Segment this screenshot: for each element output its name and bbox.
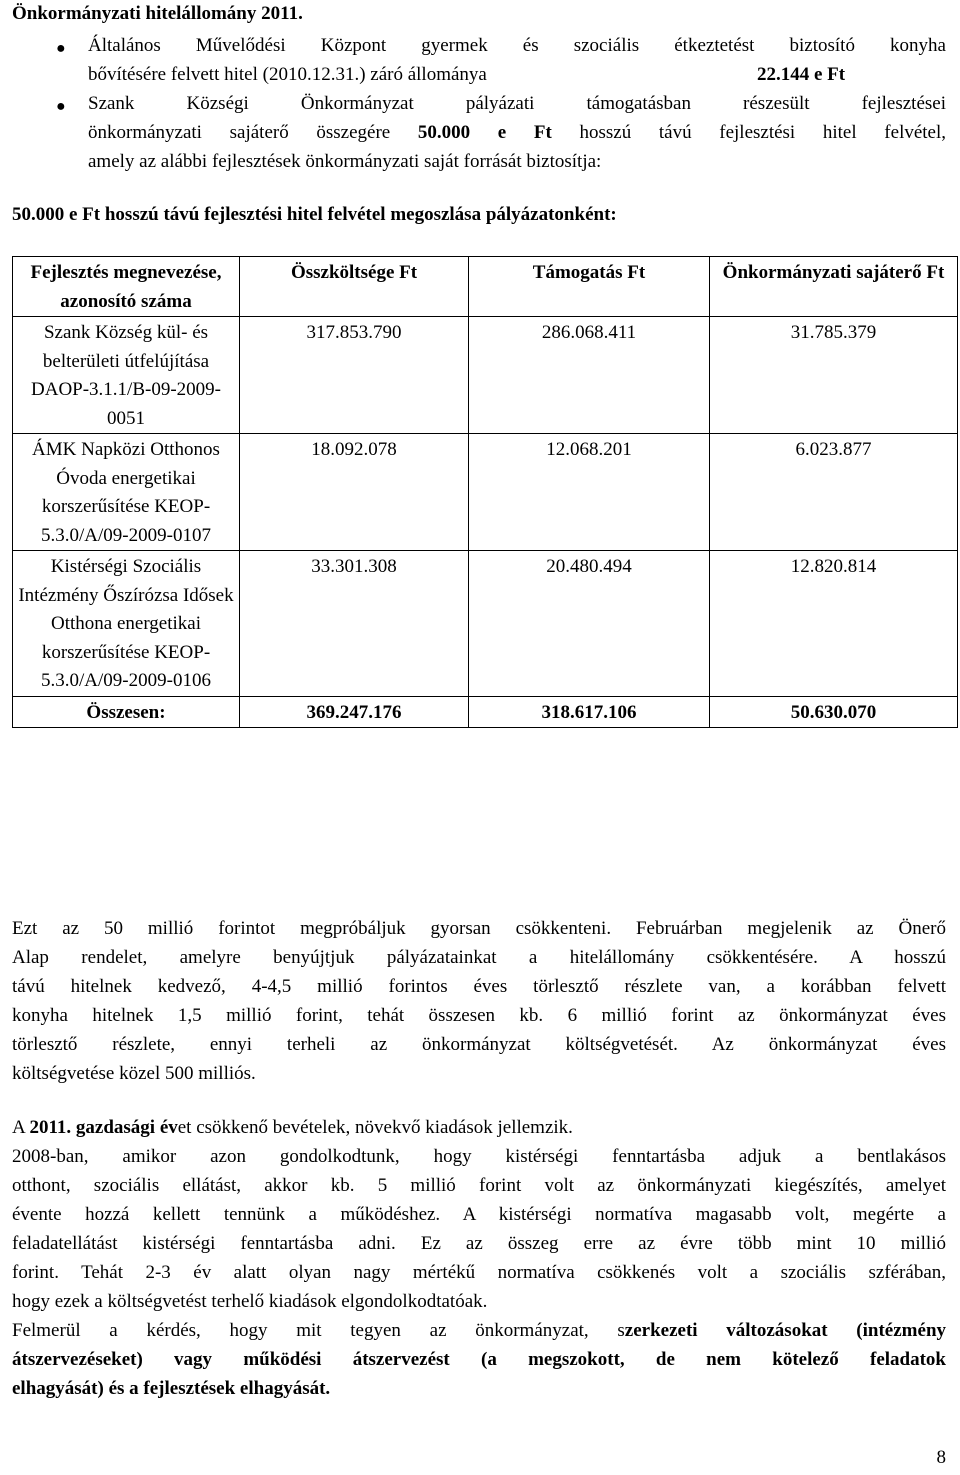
para2: A 2011. gazdasági évet csökkenő bevételek, növekvő kiadások jellemzik. [12, 1117, 573, 1138]
bullet2-line3: amely az alábbi fejlesztések önkormányzati saját forrását biztosítja: [88, 151, 602, 172]
row-own: 12.820.814 [710, 551, 958, 697]
para3-line5: forint. Tehát 2-3 év alatt olyan nagy mértékű normatíva csökkenés volt a szociális szférában, [12, 1262, 946, 1283]
para1-line3: távú hitelnek kedvező, 4-4,5 millió forintos éves törlesztő részlete van, a korábban felvett [12, 976, 946, 997]
total-label: Összesen: [13, 696, 240, 728]
row-own: 6.023.877 [710, 434, 958, 551]
col-header-own: Önkormányzati sajáterő Ft [710, 257, 958, 317]
para1-line6: költségvetése közel 500 milliós. [12, 1063, 256, 1084]
row-name: Szank Község kül- és belterületi útfelújítása DAOP-3.1.1/B-09-2009-0051 [13, 317, 240, 434]
para4-line2: átszervezéseket) vagy működési átszervezést (a megszokott, de nem kötelező feladatok [12, 1349, 946, 1370]
table-row [13, 551, 958, 697]
row-total: 18.092.078 [240, 434, 469, 551]
table-header-row [13, 257, 958, 317]
para1-line1: Ezt az 50 millió forintot megpróbáljuk gyorsan csökkenteni. Februárban megjelenik az Önerő [12, 918, 946, 939]
col-header-support: Támogatás Ft [469, 257, 710, 317]
heading: Önkormányzati hitelállomány 2011. [12, 3, 303, 24]
row-total: 33.301.308 [240, 551, 469, 697]
bullet-icon: ● [56, 40, 66, 57]
bullet1-line1: Általános Művelődési Központ gyermek és szociális étkeztetést biztosító konyha [88, 35, 946, 56]
total-support: 318.617.106 [469, 696, 710, 728]
row-name: Kistérségi Szociális Intézmény Őszírózsa Idősek Otthona energetikai korszerűsítése KEOP-5.3.0/A/09-2009-0106 [13, 551, 240, 697]
para3-line3: évente hozzá kellett tennünk a működéshez. A kistérségi normatíva magasabb volt, megérte a [12, 1204, 946, 1225]
row-own: 31.785.379 [710, 317, 958, 434]
bullet1-line2: bővítésére felvett hitel (2010.12.31.) záró állománya 22.144 e Ft [88, 64, 846, 85]
total-own: 50.630.070 [710, 696, 958, 728]
para1-line4: konyha hitelnek 1,5 millió forint, tehát összesen kb. 6 millió forint az önkormányzat éves [12, 1005, 946, 1026]
para3-line6: hogy ezek a költségvetést terhelő kiadások elgondolkodtatóak. [12, 1291, 488, 1312]
table-row [13, 434, 958, 551]
col-header-total: Összköltsége Ft [240, 257, 469, 317]
total-total: 369.247.176 [240, 696, 469, 728]
para1-line5: törlesztő részlete, ennyi terheli az önkormányzat költségvetését. Az önkormányzat éves [12, 1034, 946, 1055]
bullet2-line1: Szank Községi Önkormányzat pályázati támogatásban részesült fejlesztései [88, 93, 946, 114]
row-support: 286.068.411 [469, 317, 710, 434]
row-total: 317.853.790 [240, 317, 469, 434]
bullet2-line2: önkormányzati sajáterő összegére 50.000 e Ft hosszú távú fejlesztési hitel felvétel, [88, 122, 947, 143]
col-header-name: Fejlesztés megnevezése, azonosító száma [13, 257, 240, 317]
table-row [13, 317, 958, 434]
bullet-icon: ● [56, 98, 66, 115]
para3-line2: otthont, szociális ellátást, akkor kb. 5 millió forint volt az önkormányzati kiegészítés, amelyet [12, 1175, 946, 1196]
para1-line2: Alap rendelet, amelyre benyújtjuk pályázatainkat a hitelállomány csökkentésére. A hosszú [12, 947, 946, 968]
row-support: 12.068.201 [469, 434, 710, 551]
para3-line4: feladatellátást kistérségi fenntartásba adni. Ez az összeg erre az évre több mint 10 millió [12, 1233, 946, 1254]
para3-line1: 2008-ban, amikor azon gondolkodtunk, hogy kistérségi fenntartásba adjuk a bentlakásos [12, 1146, 946, 1167]
page-number: 8 [936, 1447, 946, 1468]
row-name: ÁMK Napközi Otthonos Óvoda energetikai korszerűsítése KEOP-5.3.0/A/09-2009-0107 [13, 434, 240, 551]
para4-line1: Felmerül a kérdés, hogy mit tegyen az önkormányzat, szerkezeti változásokat (intézmény [12, 1320, 947, 1341]
table-total-row [13, 696, 958, 728]
hitel-table [12, 256, 958, 728]
row-support: 20.480.494 [469, 551, 710, 697]
para4-line3: elhagyását) és a fejlesztések elhagyását. [12, 1378, 331, 1399]
table-title: 50.000 e Ft hosszú távú fejlesztési hitel felvétel megoszlása pályázatonként: [12, 204, 617, 225]
